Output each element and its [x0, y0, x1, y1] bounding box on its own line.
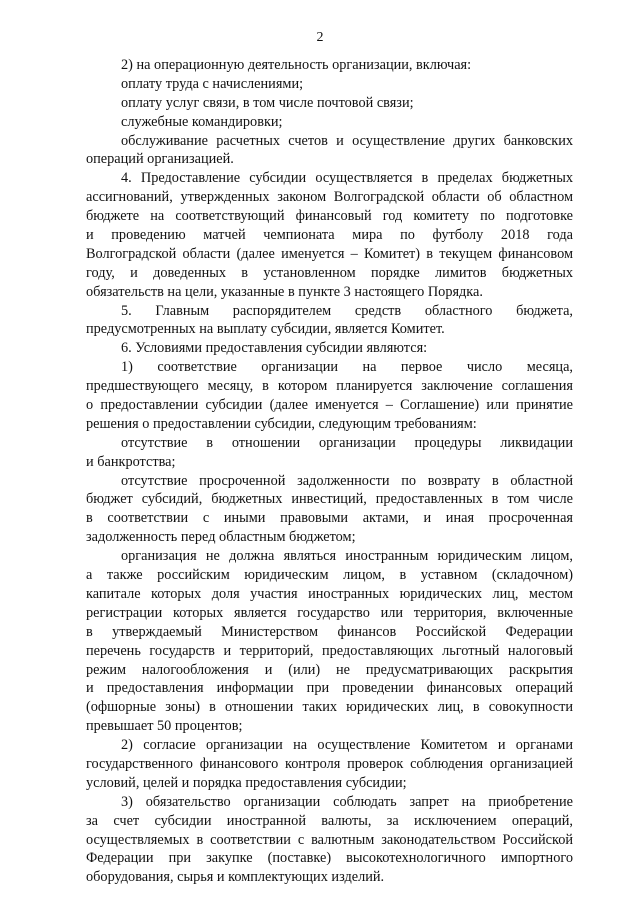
text-line: бюджет субсидий, бюджетных инвестиций, предоставленных в том числе	[86, 491, 573, 508]
text-line: перечень государств и территорий, предоставляющих льготный налоговый	[86, 642, 573, 659]
text-line: предшествующего месяцу, в котором планируется заключение соглашения	[86, 378, 573, 395]
text-line: о предоставлении субсидии (далее именуется – Соглашение) или принятие	[86, 397, 573, 414]
text-line: государственного финансового контроля проверок соблюдения организацией	[86, 755, 573, 772]
text-line: капитале которых доля участия иностранных юридических лиц, местом	[86, 585, 573, 602]
text-line: за счет субсидии иностранной валюты, за исключением операций,	[86, 812, 573, 829]
text-line: и банкротства;	[86, 453, 176, 470]
text-line: 3) обязательство организации соблюдать запрет на приобретение	[121, 793, 573, 810]
text-line: обслуживание расчетных счетов и осуществление других банковских	[121, 132, 573, 149]
text-line: режим налогообложения и (или) не предусматривающих раскрытия	[86, 661, 573, 678]
text-line: задолженность перед областным бюджетом;	[86, 529, 356, 546]
text-line: 2) на операционную деятельность организации, включая:	[121, 57, 472, 73]
text-line: бюджете на соответствующий финансовый год комитету по подготовке	[86, 208, 573, 225]
text-line: регистрации которых является государство или территория, включенные	[86, 604, 573, 621]
text-line: оплату услуг связи, в том числе почтовой связи;	[121, 94, 414, 111]
text-line: Волгоградской области (далее именуется – Комитет) в текущем финансовом	[86, 245, 573, 262]
text-line: оплату труда с начислениями;	[121, 75, 304, 92]
text-line: (офшорные зоны) в отношении таких юридических лиц, в совокупности	[86, 699, 573, 716]
text-line: в соответствии с иными правовыми актами, и иная просроченная	[86, 510, 573, 527]
text-line: оборудования, сырья и комплектующих изделий.	[86, 869, 385, 886]
text-line: организация не должна являться иностранным юридическим лицом,	[121, 548, 573, 565]
text-line: отсутствие просроченной задолженности по возврату в областной	[121, 472, 573, 489]
document-body	[86, 56, 573, 887]
text-line: 5. Главным распорядителем средств областного бюджета,	[121, 302, 573, 319]
text-line: 1) соответствие организации на первое число месяца,	[121, 359, 573, 376]
text-line: служебные командировки;	[121, 113, 283, 130]
text-line: предусмотренных на выплату субсидии, является Комитет.	[86, 321, 445, 338]
text-line: в утверждаемый Министерством финансов Российской Федерации	[86, 623, 573, 640]
text-line: 6. Условиями предоставления субсидии являются:	[121, 340, 428, 357]
text-line: Федерации при закупке (поставке) высокотехнологичного импортного	[86, 850, 573, 867]
text-line: условий, целей и порядка предоставления субсидии;	[86, 774, 407, 791]
page-number: 2	[316, 30, 324, 45]
text-line: ассигнований, утвержденных законом Волгоградской области об областном	[86, 189, 573, 206]
text-line: обязательств на цели, указанные в пункте 3 настоящего Порядка.	[86, 283, 483, 300]
text-line: и проведению матчей чемпионата мира по футболу 2018 года	[86, 227, 573, 244]
text-line: 2) согласие организации на осуществление Комитетом и органами	[121, 737, 573, 754]
text-line: отсутствие в отношении организации процедуры ликвидации	[121, 434, 573, 451]
text-line: и предоставления информации при проведении финансовых операций	[86, 680, 573, 697]
text-line: превышает 50 процентов;	[86, 718, 243, 735]
text-line: году, и доведенных в установленном порядке лимитов бюджетных	[86, 264, 573, 281]
text-line: решения о предоставлении субсидии, следующим требованиям:	[86, 415, 477, 432]
text-line: операций организацией.	[86, 151, 234, 168]
text-line: 4. Предоставление субсидии осуществляется в пределах бюджетных	[121, 170, 573, 187]
text-line: а также российским юридическим лицом, в уставном (складочном)	[86, 567, 573, 584]
text-line: осуществляемых в соответствии с валютным законодательством Российской	[86, 831, 573, 848]
